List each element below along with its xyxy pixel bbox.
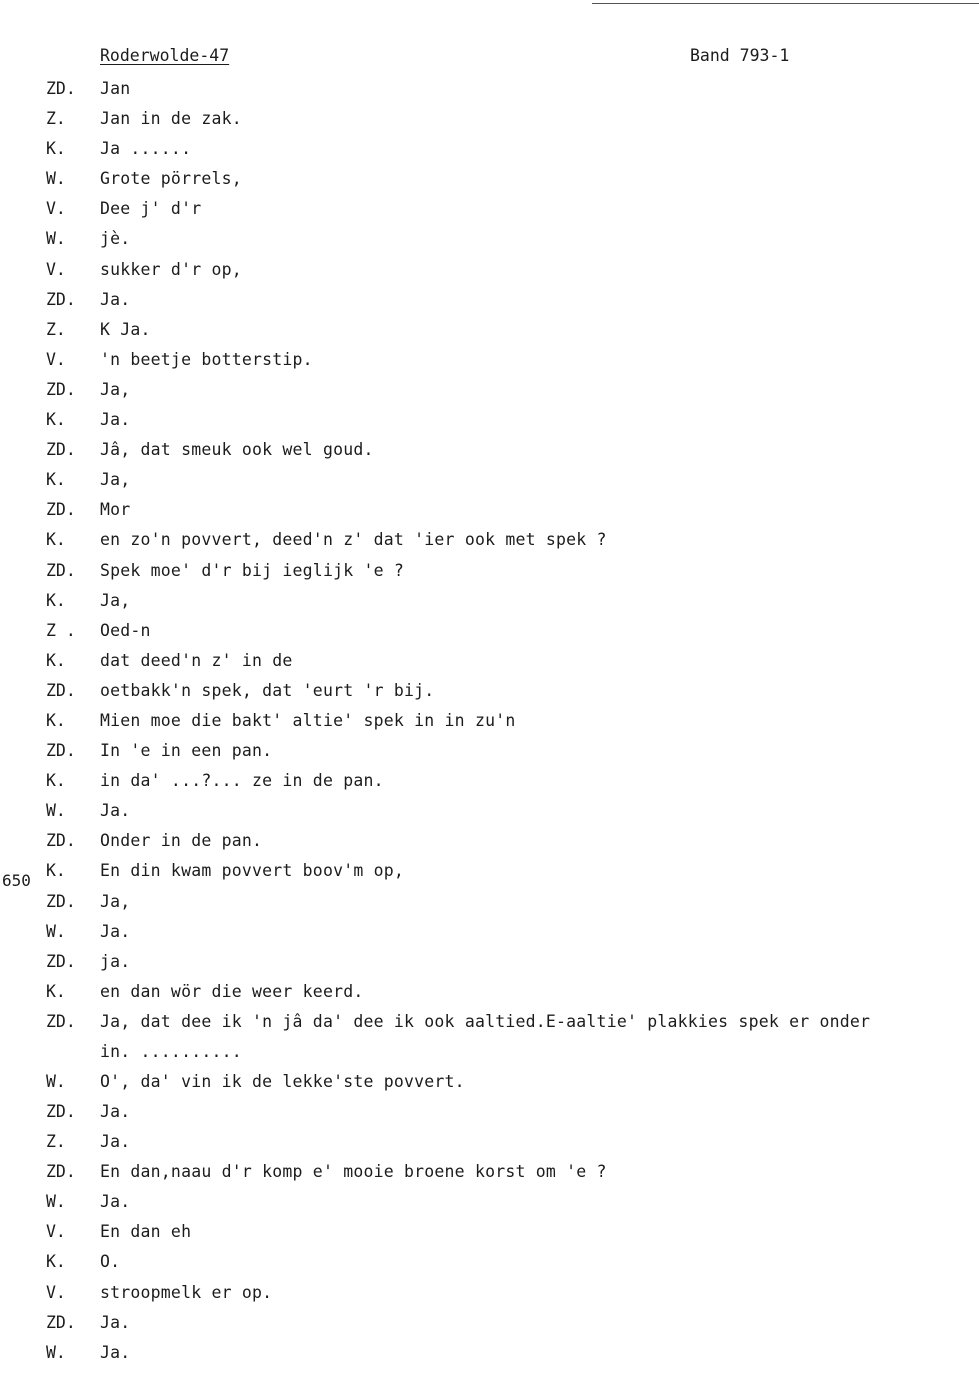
speaker-label: Z. xyxy=(46,109,66,129)
document-title: Roderwolde-47 xyxy=(100,46,230,65)
speaker-label: ZD. xyxy=(46,79,76,98)
transcript-line xyxy=(0,164,979,194)
utterance-text: En dan eh xyxy=(100,1222,192,1242)
transcript-line xyxy=(0,194,979,224)
transcript-line xyxy=(0,134,979,164)
speaker-label: W. xyxy=(46,1342,66,1362)
transcript-line xyxy=(0,1157,979,1187)
utterance-text: jè. xyxy=(100,229,131,249)
utterance-text: En dan,naau d'r komp e' mooie broene korst om 'e ? xyxy=(100,1162,607,1182)
utterance-text: Ja, xyxy=(100,891,131,911)
utterance-text: Ja, dat dee ik 'n jâ da' dee ik ook aaltied.E-aaltie' plakkies spek er onder in. .......... xyxy=(100,1011,871,1061)
utterance-text: Dee j' d'r xyxy=(100,199,202,219)
transcript-line xyxy=(0,224,979,254)
utterance-text: stroopmelk er op. xyxy=(100,1282,273,1302)
speaker-label: ZD. xyxy=(46,560,76,580)
transcript-line xyxy=(0,285,979,315)
utterance-text: Ja ...... xyxy=(100,139,192,159)
speaker-label: K. xyxy=(46,590,66,610)
utterance-text: Ja, xyxy=(100,590,131,610)
utterance-text: Ja. xyxy=(100,1312,131,1332)
utterance-text: O. xyxy=(100,1252,121,1272)
speaker-label: K. xyxy=(46,771,66,791)
speaker-label: ZD. xyxy=(46,891,76,911)
speaker-label: K. xyxy=(46,530,66,550)
speaker-label: V. xyxy=(46,259,66,279)
speaker-label: Z. xyxy=(46,1132,66,1152)
transcript-line xyxy=(0,375,979,405)
transcript-line xyxy=(0,1338,979,1368)
transcript xyxy=(0,74,979,1368)
speaker-label: ZD. xyxy=(46,1011,76,1031)
utterance-text: en zo'n povvert, deed'n z' dat 'ier ook met spek ? xyxy=(100,530,607,550)
utterance-text: Jan xyxy=(100,79,131,98)
transcript-line xyxy=(0,796,979,826)
utterance-text: In 'e in een pan. xyxy=(100,741,273,761)
transcript-line xyxy=(0,826,979,856)
transcript-line xyxy=(0,947,979,977)
speaker-label: K. xyxy=(46,710,66,730)
transcript-line xyxy=(0,1217,979,1247)
speaker-label: ZD. xyxy=(46,741,76,761)
utterance-text: Jan in de zak. xyxy=(100,109,242,129)
transcript-line xyxy=(0,646,979,676)
utterance-text: O', da' vin ik de lekke'ste povvert. xyxy=(100,1071,465,1091)
speaker-label: ZD. xyxy=(46,440,76,460)
speaker-label: K. xyxy=(46,981,66,1001)
speaker-label: ZD. xyxy=(46,951,76,971)
utterance-text: Jâ, dat smeuk ook wel goud. xyxy=(100,440,374,460)
speaker-label: K. xyxy=(46,410,66,430)
speaker-label: V. xyxy=(46,1282,66,1302)
speaker-label: W. xyxy=(46,1071,66,1091)
utterance-text: Ja. xyxy=(100,801,131,821)
utterance-text: Ja. xyxy=(100,1342,131,1362)
utterance-text: Ja. xyxy=(100,289,131,309)
transcript-line xyxy=(0,1007,979,1067)
speaker-label: V. xyxy=(46,349,66,369)
transcript-line xyxy=(0,1247,979,1277)
utterance-text: Ja. xyxy=(100,1192,131,1212)
utterance-text: Grote pörrels, xyxy=(100,169,242,189)
speaker-label: Z . xyxy=(46,620,76,640)
transcript-line xyxy=(0,405,979,435)
transcript-line xyxy=(0,525,979,555)
speaker-label: W. xyxy=(46,801,66,821)
speaker-label: W. xyxy=(46,1192,66,1212)
utterance-text: Mien moe die bakt' altie' spek in in zu'n xyxy=(100,710,516,730)
utterance-text: oetbakk'n spek, dat 'eurt 'r bij. xyxy=(100,680,435,700)
transcript-line xyxy=(0,1278,979,1308)
utterance-text: Ja. xyxy=(100,1102,131,1121)
transcript-line xyxy=(0,977,979,1007)
speaker-label: W. xyxy=(46,169,66,189)
utterance-text: Ja. xyxy=(100,921,131,941)
transcript-line xyxy=(0,676,979,706)
speaker-label: ZD. xyxy=(46,379,76,399)
utterance-text: Ja. xyxy=(100,410,131,430)
utterance-text: in da' ...?... ze in de pan. xyxy=(100,771,384,791)
utterance-text: Ja. xyxy=(100,1132,131,1152)
speaker-label: K. xyxy=(46,861,66,881)
speaker-label: ZD. xyxy=(46,1312,76,1332)
speaker-label: V. xyxy=(46,199,66,219)
speaker-label: V. xyxy=(46,1222,66,1242)
margin-counter: 650 xyxy=(2,871,31,890)
utterance-text: sukker d'r op, xyxy=(100,259,242,279)
document-header xyxy=(0,44,979,70)
utterance-text: K Ja. xyxy=(100,319,151,339)
transcript-line xyxy=(0,255,979,285)
transcript-line xyxy=(0,586,979,616)
transcript-line xyxy=(0,465,979,495)
speaker-label: ZD. xyxy=(46,831,76,851)
speaker-label: Z. xyxy=(46,319,66,339)
transcript-line xyxy=(0,1187,979,1217)
speaker-label: W. xyxy=(46,921,66,941)
transcript-line xyxy=(0,345,979,375)
utterance-text: dat deed'n z' in de xyxy=(100,650,293,670)
transcript-line xyxy=(0,74,979,104)
speaker-label: K. xyxy=(46,650,66,670)
speaker-label: ZD. xyxy=(46,1162,76,1182)
speaker-label: K. xyxy=(46,139,66,159)
transcript-line xyxy=(0,104,979,134)
transcript-line xyxy=(0,435,979,465)
utterance-text: ja. xyxy=(100,951,131,971)
utterance-text: En din kwam povvert boov'm op, xyxy=(100,861,405,881)
transcript-line xyxy=(0,706,979,736)
utterance-text: Ja, xyxy=(100,470,131,490)
utterance-text: Ja, xyxy=(100,379,131,399)
transcript-line xyxy=(0,736,979,766)
transcript-line xyxy=(0,616,979,646)
transcript-line xyxy=(0,1067,979,1097)
transcript-line xyxy=(0,887,979,917)
top-rule xyxy=(592,3,979,4)
speaker-label: K. xyxy=(46,470,66,490)
speaker-label: ZD. xyxy=(46,680,76,700)
utterance-text: Onder in de pan. xyxy=(100,831,263,851)
utterance-text: Spek moe' d'r bij ieglijk 'e ? xyxy=(100,560,405,580)
transcript-line xyxy=(0,856,979,886)
transcript-line xyxy=(0,1097,979,1127)
transcript-line xyxy=(0,315,979,345)
transcript-line xyxy=(0,766,979,796)
speaker-label: ZD. xyxy=(46,1102,76,1121)
speaker-label: K. xyxy=(46,1252,66,1272)
speaker-label: W. xyxy=(46,229,66,249)
utterance-text: Oed-n xyxy=(100,620,151,640)
transcript-line xyxy=(0,917,979,947)
transcript-line xyxy=(0,556,979,586)
utterance-text: en dan wör die weer keerd. xyxy=(100,981,364,1001)
utterance-text: 'n beetje botterstip. xyxy=(100,349,313,369)
speaker-label: ZD. xyxy=(46,500,76,520)
transcript-line xyxy=(0,495,979,525)
utterance-text: Mor xyxy=(100,500,131,520)
tape-reference: Band 793-1 xyxy=(690,46,790,65)
transcript-line xyxy=(0,1127,979,1157)
speaker-label: ZD. xyxy=(46,289,76,309)
transcript-line xyxy=(0,1308,979,1338)
